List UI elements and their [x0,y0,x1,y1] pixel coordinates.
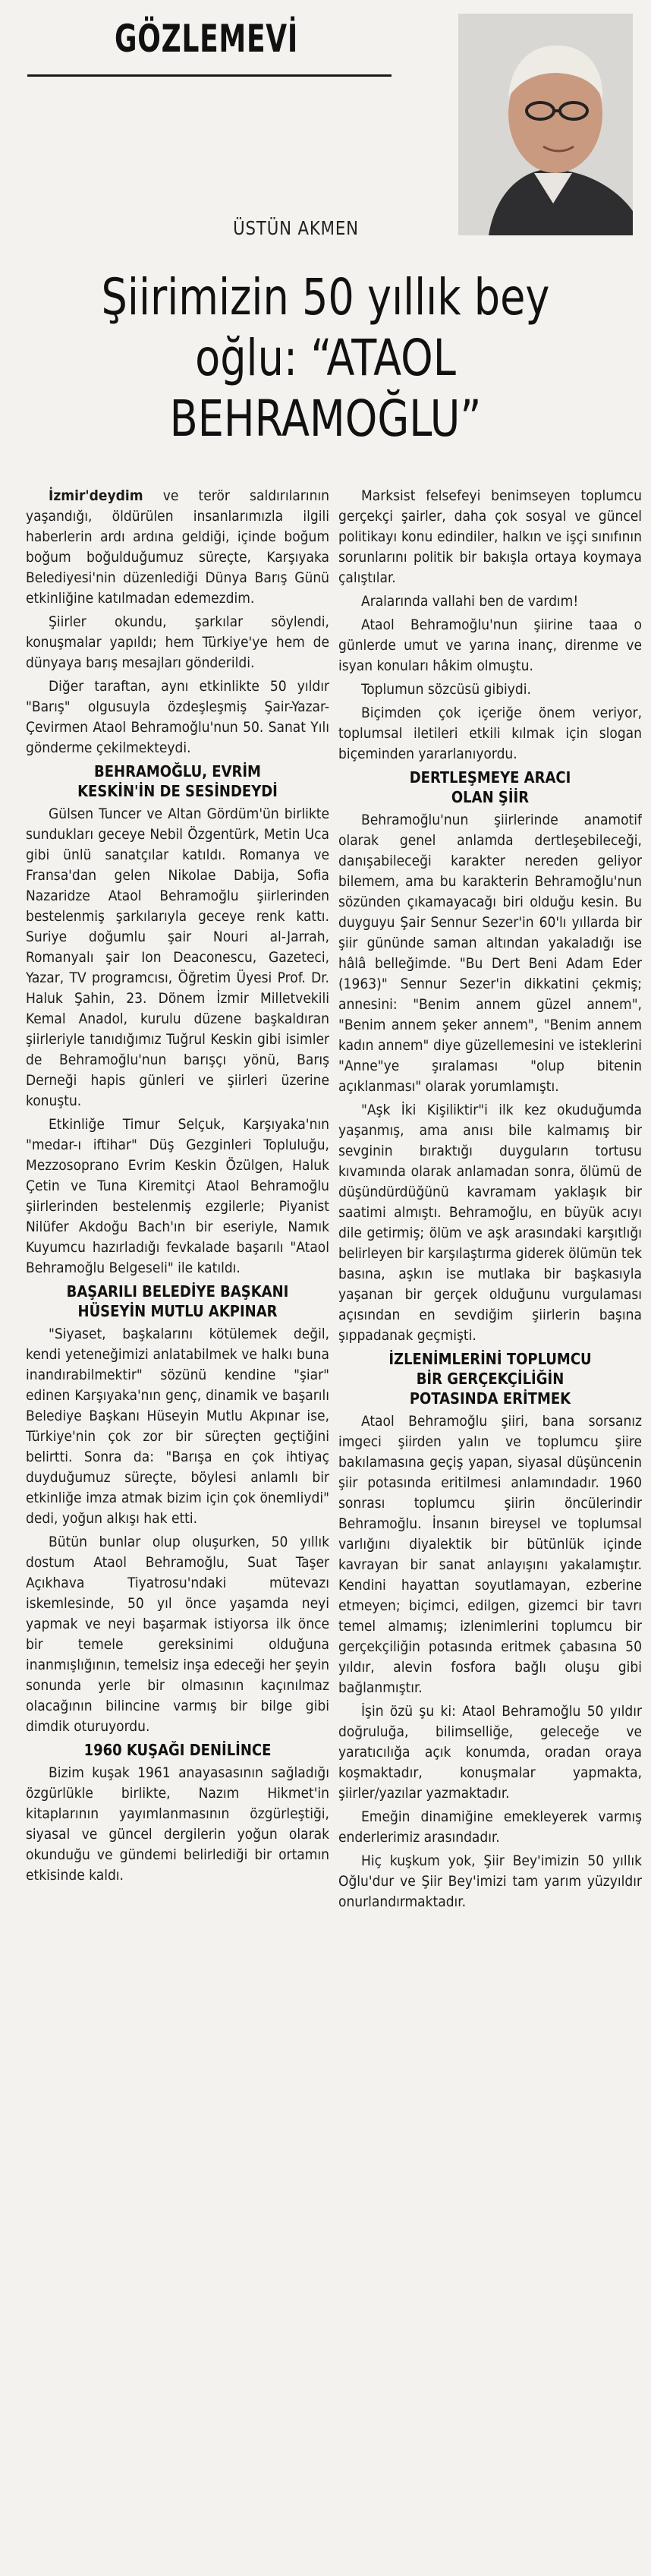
paragraph: Aralarında vallahi ben de vardım! [361,593,579,610]
paragraph: Biçimden çok içeriğe önem veriyor, toplumsal iletileri etkili kılmak için slogan biçeminden yararlanıyordu. [338,705,642,762]
paragraph: Behramoğlu'nun şiirlerinde anamotif olarak genel anlamda dertleşebileceği, danışabileceği karakter nereden geliyor bilemem, ama bu karakterin Behramoğlu'nun sözünden çıkamayacağı biri olduğu kesin. Bu duyguyu Şair Sennur Sezer'in 60'lı yıllarda bir şiir gününde saman altından yakaladığı ise hâlâ belleğimde. "Bu Dert Beni Adam Eder (1963)" Sennur Sezer'in dikkatini çekmiş; annesini: "Benim annem güzel annem", "Benim annem şeker annem", "Benim annem kadın annem" diye güzellemesini ve isteklerini "Anne"ye şıralaması "olup bitenin açıklanması" olarak yorumlamıştı. [338,812,642,1095]
paragraph: Bütün bunlar olup oluşurken, 50 yıllık dostum Ataol Behramoğlu, Suat Taşer Açıkhava Tiyatrosu'ndaki mütevazı iskemlesinde, 50 yıl önce yaşamda neyi yapmak ve neyi başarmak istiyorsa ilk önce bir temele gereksinimi olduğuna inanmışlığının, temelsiz inşa edeceği her şeyin sonunda yerle bir olmasının kaçınılmaz olacağının bilincine varmış bir bilge gibi dimdik oturuyordu. [26,1534,329,1735]
paragraph [26,486,329,609]
article-headline [96,267,555,449]
paragraph: İşin özü şu ki: Ataol Behramoğlu 50 yıldır doğruluğa, bilimselliğe, geleceğe ve yaratıcılığa açık konumda, oradan oraya koşmaktadır, konuşmalar yapmakta, şiirler/yazılar yazmaktadır. [338,1703,642,1802]
author-byline: ÜSTÜN AKMEN [233,217,359,239]
article-column-left [26,486,329,2551]
subheading-line: BAŞARILI BELEDİYE BAŞKANI [66,1282,289,1301]
paragraph: Diğer taraftan, aynı etkinlikte 50 yıldır "Barış" olgusuyla özdeşleşmiş Şair-Yazar-Çevirmen Ataol Behramoğlu'nun 50. Sanat Yılı gönderme çekilmekteydi. [26,678,329,756]
subheading [26,761,329,801]
subheading-line: DERTLEŞMEYE ARACI [409,768,571,787]
subheading [338,1349,642,1408]
subheading [26,1740,329,1760]
paragraph: Bizim kuşak 1961 anayasasının sağladığı özgürlükle birlikte, Nazım Hikmet'in kitaplarının yayımlanmasının özgürleştiği, siyasal ve güncel dergilerin yoğun olarak okunduğu ve gündemi belirlediği bir ortamın etkisinde kaldı. [26,1764,329,1884]
subheading-line: OLAN ŞİİR [451,788,530,806]
author-photo-drawing [458,14,633,235]
subheading [26,1282,329,1321]
subheading-line: HÜSEYİN MUTLU AKPINAR [77,1302,278,1320]
paragraph: Ataol Behramoğlu şiiri, bana sorsanız imgeci şiirden yalın ve toplumcu şiire bakılamasına geçiş yapan, siyasal düşüncenin şiir potasında eritilmesi anlamındadır. 1960 sonrası toplumcu şiirin öncülerindir Behramoğlu. İnsanın bireysel ve toplumsal varlığını diyalektik bir bütünlük içinde kavrayan bir sanat anlayışını yakalamıştır. Kendini hayattan soyutlamayan, ezberine etmeyen; biçimci, edilgen, gizemci bir tavrı temel almamış; izlenimlerini toplumcu bir gerçekçiliğin potasında eritmek çabasına 50 yıldır, alevin fosfora bağlı oluşu gibi bağlanmıştır. [338,1413,642,1696]
subheading-line: POTASINDA ERİTMEK [409,1389,571,1408]
paragraph: Toplumun sözcüsü gibiydi. [361,681,531,698]
headline-line-3: BEHRAMOĞLU” [169,389,482,448]
paragraph-text: ve terör saldırılarının yaşandığı, öldürülen insanlarımızla ilgili haberlerin ardı ardına geldiği, içinde boğum boğum boğulduğumuz süreçte, Karşıyaka Belediyesi'nin düzenlediği Dünya Barış Günü etkinliğine katılmadan edemezdim. [26,487,329,607]
subheading-line: İZLENİMLERİNİ TOPLUMCU [388,1350,592,1368]
subheading-line: BİR GERÇEKÇİLİĞİN [416,1370,565,1388]
paragraph: Emeğin dinamiğine emekleyerek varmış enderlerimiz arasındadır. [338,1808,642,1846]
author-photo [458,14,633,235]
article-column-right [338,486,642,2551]
headline-line-1: Şiirimizin 50 yıllık bey [101,268,550,326]
subheading-line: BEHRAMOĞLU, EVRİM [94,762,261,780]
paragraph-lead: İzmir'deydim [49,487,143,504]
paragraph: Ataol Behramoğlu'nun şiirine taaa o günlerde umut ve yarına inanç, direnme ve isyan konuları hâkim olmuştu. [338,616,642,674]
paragraph: "Siyaset, başkalarını kötülemek değil, kendi yeteneğimizi anlatabilmek ve halkı buna inandırabilmektir" sözünü kendine "şiar" edinen Karşıyaka'nın genç, dinamik ve başarılı Belediye Başkanı Hüseyin Mutlu Akpınar ise, Türkiye'nin çok zor bir süreçten geçtiğini belirtti. Sonra da: "Barışa en çok ihtiyaç duyduğumuz süreçte, böylesi anlamlı bir etkinliğe imza atmak bizim için çok önemliydi" dedi, yoğun alkışı hak etti. [26,1326,329,1527]
paragraph: Etkinliğe Timur Selçuk, Karşıyaka'nın "medar-ı iftihar" Düş Gezginleri Topluluğu, Mezzosoprano Evrim Keskin Özülgen, Haluk Çetin ve Tuna Kiremitçi Ataol Behramoğlu şiirlerinden bestelenmiş ezgilerle; Piyanist Nilüfer Akdoğu Bach'ın bir eseriyle, Namık Kuyumcu hazırladığı fevkalade başarılı "Ataol Behramoğlu Belgeseli" ile katıldı. [26,1116,329,1276]
subheading-line: KESKİN'İN DE SESİNDEYDİ [77,782,278,800]
paragraph: Marksist felsefeyi benimseyen toplumcu gerçekçi şairler, daha çok sosyal ve güncel politikayı konu edindiler, halkın ve işçi sınıfının sorunlarını politik bir bakışla ortaya koymaya çalıştılar. [338,487,642,586]
paragraph: Hiç kuşkum yok, Şiir Bey'imizin 50 yıllık Oğlu'dur ve Şiir Bey'imizi tam yarım yüzyıldır onurlandırmaktadır. [338,1852,642,1910]
subheading [338,768,642,807]
subheading-line: 1960 KUŞAĞI DENİLİNCE [83,1741,272,1759]
headline-line-2: oğlu: “ATAOL [195,329,456,387]
section-divider [27,74,392,77]
section-title: GÖZLEMEVİ [115,17,298,61]
paragraph: Şiirler okundu, şarkılar söylendi, konuşmalar yapıldı; hem Türkiye'ye hem de dünyaya barış mesajları gönderildi. [26,613,329,671]
paragraph: Gülsen Tuncer ve Altan Gördüm'ün birlikte sundukları geceye Nebil Özgentürk, Metin Uca gibi ünlü sanatçılar katıldı. Romanya ve Fransa'dan gelen Nikolae Dabija, Sofia Nazaridze Ataol Behramoğlu şiirlerinden bestelenmiş şarkılarıyla geceye renk kattı. Suriye doğumlu şair Nouri al-Jarrah, Romanyalı şair Ion Deaconescu, Gazeteci, Yazar, TV programcısı, Öğretim Üyesi Prof. Dr. Haluk Şahin, 23. Dönem İzmir Milletvekili Kemal Anadol, kurulu düzene başkaldıran şiirleriyle tanıdığımız Tuğrul Keskin gibi isimler de Behramoğlu'nun barışçı yönü, Barış Derneği hapis günleri ve şiirleri üzerine konuştu. [26,806,329,1109]
paragraph: "Aşk İki Kişiliktir"i ilk kez okuduğumda yaşanmış, ama anısı bile kalmamış bir sevginin bıraktığı duyguların tortusu kıvamında olarak anlamadan sonra, ölümü de düşündürdüğünü kavramam yaklaşık bir saatimi almıştı. Behramoğlu, en büyük acıyı dile getirmiş; ölüm ve aşk arasındaki karşıtlığı belirleyen bir karşılaştırma giderek ölümün tek basına, aşkın ise mutlaka bir başkasıyla yaşanan bir gerçek olduğunu vurgulaması açısından en sevdiğim şiirlerin başına şıppadanak geçmişti. [338,1102,642,1344]
